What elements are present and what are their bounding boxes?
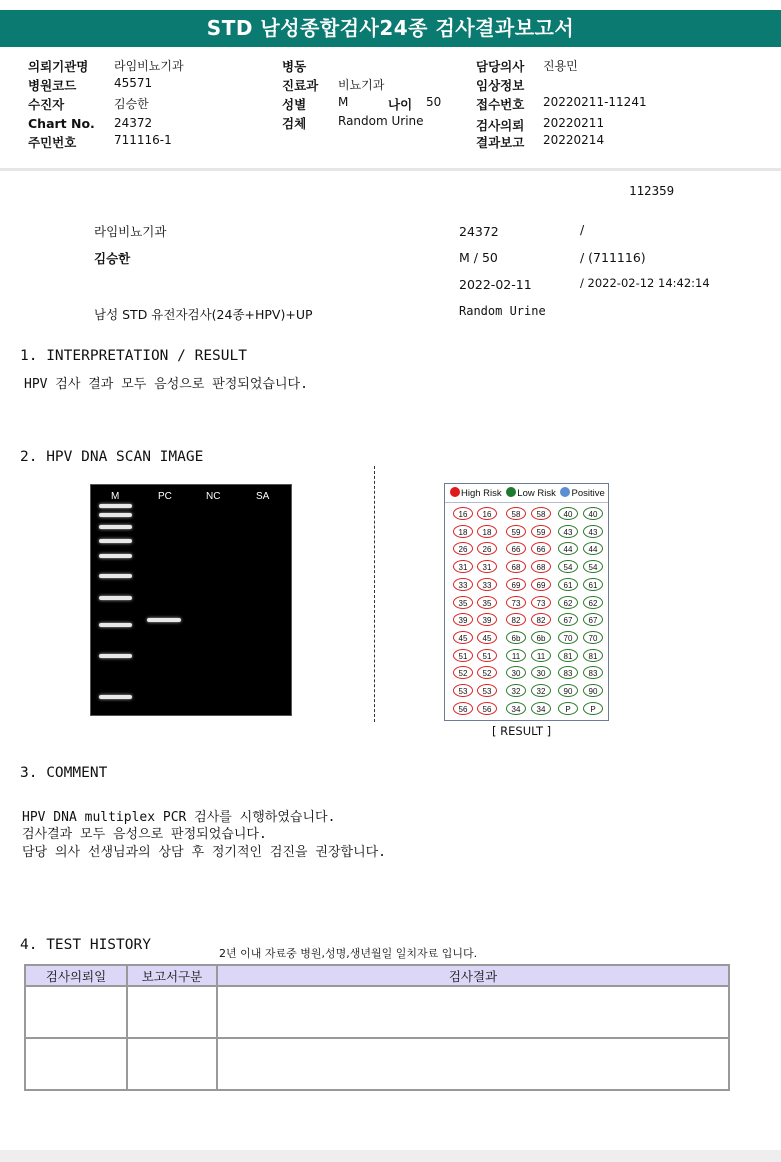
- hpv-type-oval-73: 73: [506, 596, 526, 609]
- hpv-type-oval-61: 61: [583, 578, 603, 591]
- marker-band: [99, 654, 132, 658]
- hpv-type-oval-45: 45: [477, 631, 497, 644]
- hpv-type-oval-31: 31: [453, 560, 473, 573]
- chart-no-label: Chart No.: [28, 116, 95, 131]
- hpv-type-oval-33: 33: [477, 578, 497, 591]
- hpv-type-oval-39: 39: [453, 613, 473, 626]
- table-cell: [217, 986, 729, 1038]
- legend-positive: Positive: [571, 488, 605, 499]
- hpv-type-oval-70: 70: [583, 631, 603, 644]
- ward-label: 병동: [282, 59, 307, 74]
- accession-value: 20220211-11241: [543, 95, 647, 109]
- report-datetime: / 2022-02-12 14:42:14: [580, 276, 710, 290]
- legend-separator: [445, 502, 608, 503]
- resident-no-label: 주민번호: [28, 135, 77, 150]
- report-date-label: 결과보고: [476, 135, 525, 150]
- report-date-value: 20220214: [543, 133, 605, 147]
- hpv-type-oval-90: 90: [558, 684, 578, 697]
- lane-label-sa: SA: [256, 491, 270, 502]
- hpv-type-oval-53: 53: [477, 684, 497, 697]
- lane-label-m: M: [111, 491, 120, 502]
- hpv-type-oval-51: 51: [453, 649, 473, 662]
- header-divider: [0, 168, 781, 171]
- hpv-type-oval-69: 69: [506, 578, 526, 591]
- table-row: [25, 986, 729, 1038]
- hospital-code-label: 병원코드: [28, 78, 77, 93]
- doctor-label: 담당의사: [476, 59, 525, 74]
- marker-band: [99, 574, 132, 578]
- result-caption: [ RESULT ]: [492, 724, 552, 738]
- hpv-type-oval-58: 58: [506, 507, 526, 520]
- hpv-type-oval-34: 34: [506, 702, 526, 715]
- hpv-type-oval-62: 62: [558, 596, 578, 609]
- history-header-row: [25, 965, 729, 986]
- hpv-type-oval-82: 82: [506, 613, 526, 626]
- lane-label-nc: NC: [206, 491, 221, 502]
- report-resident: / (711116): [580, 250, 646, 265]
- report-number: 112359: [629, 183, 675, 198]
- hpv-type-oval-52: 52: [453, 666, 473, 679]
- section-comment-title: 3. COMMENT: [20, 765, 108, 781]
- marker-band: [99, 623, 132, 627]
- doctor-value: 진용민: [543, 59, 578, 73]
- report-sex-age: M / 50: [459, 250, 498, 265]
- hpv-type-oval-83: 83: [558, 666, 578, 679]
- hpv-type-oval-45: 45: [453, 631, 473, 644]
- table-cell: [127, 986, 217, 1038]
- report-chart-no: 24372: [459, 224, 499, 239]
- high-risk-legend-dot: [450, 487, 460, 497]
- institution-value: 라임비뇨기과: [114, 59, 184, 73]
- age-value: 50: [426, 95, 442, 109]
- hpv-type-oval-30: 30: [531, 666, 551, 679]
- marker-band: [99, 504, 132, 508]
- request-date-label: 검사의뢰: [476, 118, 525, 133]
- institution-label: 의뢰기관명: [28, 59, 89, 74]
- hpv-type-oval-67: 67: [583, 613, 603, 626]
- hpv-type-oval-P: P: [558, 702, 578, 715]
- hpv-type-oval-30: 30: [506, 666, 526, 679]
- marker-band: [99, 554, 132, 558]
- chart-no-value: 24372: [114, 116, 153, 130]
- hpv-result-chart: [444, 483, 609, 721]
- hpv-type-oval-11: 11: [531, 649, 551, 662]
- hpv-type-oval-82: 82: [531, 613, 551, 626]
- hpv-type-oval-39: 39: [477, 613, 497, 626]
- hpv-type-oval-53: 53: [453, 684, 473, 697]
- hpv-type-oval-44: 44: [583, 542, 603, 555]
- clinical-label: 임상정보: [476, 78, 525, 93]
- hpv-type-oval-61: 61: [558, 578, 578, 591]
- col-request-date: 검사의뢰일: [25, 965, 127, 986]
- marker-band: [99, 525, 132, 529]
- hpv-type-oval-90: 90: [583, 684, 603, 697]
- hpv-type-oval-26: 26: [453, 542, 473, 555]
- image-divider: [374, 466, 375, 722]
- hpv-type-oval-32: 32: [531, 684, 551, 697]
- hpv-type-oval-51: 51: [477, 649, 497, 662]
- patient-label: 수진자: [28, 97, 65, 112]
- hpv-type-oval-33: 33: [453, 578, 473, 591]
- history-note: 2년 이내 자료중 병원,성명,생년월일 일치자료 입니다.: [219, 947, 478, 960]
- hpv-type-oval-35: 35: [453, 596, 473, 609]
- history-table: [24, 964, 730, 1091]
- hpv-type-oval-P: P: [583, 702, 603, 715]
- report-institution: 라임비뇨기과: [94, 224, 167, 239]
- report-specimen: Random Urine: [459, 304, 546, 318]
- report-title: STD 남성종합검사24종 검사결과보고서: [0, 10, 781, 47]
- patient-value: 김승한: [114, 97, 149, 111]
- hpv-type-oval-11: 11: [506, 649, 526, 662]
- report-test-name: 남성 STD 유전자검사(24종+HPV)+UP: [94, 307, 313, 322]
- hpv-type-oval-43: 43: [583, 525, 603, 538]
- hpv-type-oval-54: 54: [583, 560, 603, 573]
- hpv-type-oval-35: 35: [477, 596, 497, 609]
- dept-value: 비뇨기과: [338, 78, 385, 92]
- hpv-type-oval-31: 31: [477, 560, 497, 573]
- hpv-type-oval-66: 66: [531, 542, 551, 555]
- accession-label: 접수번호: [476, 97, 525, 112]
- hospital-code-value: 45571: [114, 76, 153, 90]
- report-patient: 김승한: [94, 251, 131, 266]
- hpv-type-oval-73: 73: [531, 596, 551, 609]
- table-cell: [217, 1038, 729, 1090]
- hpv-type-oval-67: 67: [558, 613, 578, 626]
- table-cell: [25, 1038, 127, 1090]
- report-slash: /: [580, 222, 585, 237]
- low-risk-legend-dot: [506, 487, 516, 497]
- section-interpretation-title: 1. INTERPRETATION / RESULT: [20, 348, 247, 364]
- hpv-type-oval-40: 40: [583, 507, 603, 520]
- dept-label: 진료과: [282, 78, 319, 93]
- hpv-type-oval-32: 32: [506, 684, 526, 697]
- hpv-type-oval-6b: 6b: [506, 631, 526, 644]
- resident-no-value: 711116-1: [114, 133, 172, 147]
- hpv-type-oval-44: 44: [558, 542, 578, 555]
- hpv-type-oval-54: 54: [558, 560, 578, 573]
- table-cell: [127, 1038, 217, 1090]
- comment-line: 담당 의사 선생님과의 상담 후 정기적인 검진을 권장합니다.: [22, 845, 387, 860]
- marker-band: [99, 695, 132, 699]
- hpv-type-oval-18: 18: [477, 525, 497, 538]
- marker-band: [99, 596, 132, 600]
- hpv-type-oval-58: 58: [531, 507, 551, 520]
- comment-line: 검사결과 모두 음성으로 판정되었습니다.: [22, 827, 267, 842]
- table-row: [25, 1038, 729, 1090]
- hpv-type-oval-52: 52: [477, 666, 497, 679]
- gel-electrophoresis-image: [90, 484, 292, 716]
- section-scan-title: 2. HPV DNA SCAN IMAGE: [20, 449, 204, 465]
- hpv-type-oval-59: 59: [506, 525, 526, 538]
- hpv-type-oval-59: 59: [531, 525, 551, 538]
- col-report-type: 보고서구분: [127, 965, 217, 986]
- hpv-type-oval-69: 69: [531, 578, 551, 591]
- positive-control-band: [147, 618, 181, 622]
- report-date: 2022-02-11: [459, 277, 532, 292]
- hpv-type-oval-66: 66: [506, 542, 526, 555]
- hpv-type-oval-40: 40: [558, 507, 578, 520]
- legend-low-risk: Low Risk: [517, 488, 556, 499]
- hpv-type-oval-26: 26: [477, 542, 497, 555]
- hpv-type-oval-56: 56: [477, 702, 497, 715]
- hpv-type-oval-18: 18: [453, 525, 473, 538]
- hpv-type-oval-68: 68: [506, 560, 526, 573]
- sex-value: M: [338, 95, 349, 109]
- hpv-type-oval-6b: 6b: [531, 631, 551, 644]
- request-date-value: 20220211: [543, 116, 605, 130]
- hpv-type-oval-34: 34: [531, 702, 551, 715]
- hpv-type-oval-16: 16: [453, 507, 473, 520]
- legend-high-risk: High Risk: [461, 488, 502, 499]
- section-history-title: 4. TEST HISTORY: [20, 937, 151, 953]
- lane-label-pc: PC: [158, 491, 172, 502]
- hpv-type-oval-81: 81: [558, 649, 578, 662]
- hpv-type-oval-56: 56: [453, 702, 473, 715]
- hpv-type-oval-62: 62: [583, 596, 603, 609]
- hpv-type-oval-43: 43: [558, 525, 578, 538]
- positive-legend-dot: [560, 487, 570, 497]
- hpv-type-oval-68: 68: [531, 560, 551, 573]
- hpv-type-oval-70: 70: [558, 631, 578, 644]
- hpv-type-oval-81: 81: [583, 649, 603, 662]
- specimen-value: Random Urine: [338, 114, 424, 128]
- marker-band: [99, 539, 132, 543]
- hpv-type-oval-16: 16: [477, 507, 497, 520]
- comment-line: HPV DNA multiplex PCR 검사를 시행하였습니다.: [22, 810, 336, 825]
- sex-label: 성별: [282, 97, 307, 112]
- interpretation-text: HPV 검사 결과 모두 음성으로 판정되었습니다.: [24, 377, 308, 392]
- specimen-label: 검체: [282, 116, 307, 131]
- hpv-type-oval-83: 83: [583, 666, 603, 679]
- col-result: 검사결과: [217, 965, 729, 986]
- age-label: 나이: [388, 97, 413, 112]
- marker-band: [99, 513, 132, 517]
- page-footer-bar: [0, 1150, 781, 1162]
- table-cell: [25, 986, 127, 1038]
- chart-legend: [450, 487, 605, 499]
